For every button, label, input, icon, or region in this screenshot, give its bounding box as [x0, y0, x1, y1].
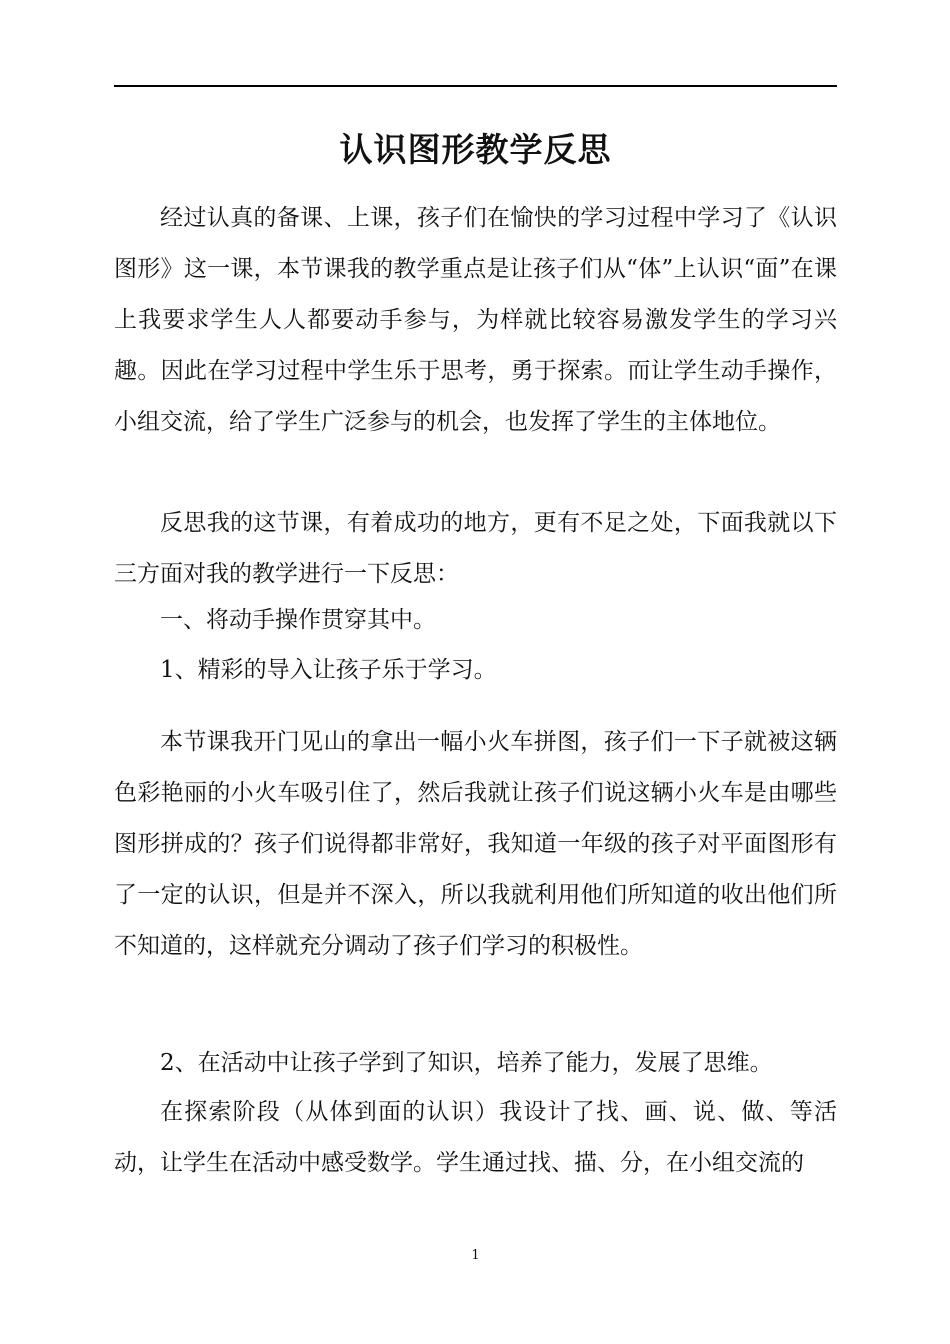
- section-heading-one: 一、将动手操作贯穿其中。: [160, 607, 436, 633]
- paragraph-point-one: 本节课我开门见山的拿出一幅小火车拼图，孩子们一下子就被这辆色彩艳丽的小火车吸引住了，然后我就让孩子们说这辆小火车是由哪些图形拼成的？孩子们说得都非常好，我知道一年级的孩子对平面图形有了一定的认识，但是并不深入，所以我就利用他们所知道的收出他们所不知道的，这样就充分调动了孩子们学习的积极性。: [114, 729, 837, 959]
- paragraph-point-two: 在探索阶段（从体到面的认识）我设计了找、画、说、做、等活动，让学生在活动中感受数学。学生通过找、描、分，在小组交流的: [114, 1099, 837, 1176]
- page-title: 认识图形教学反思: [339, 130, 612, 169]
- point-heading-one: 1、精彩的导入让孩子乐于学习。: [160, 657, 497, 683]
- point-heading-two: 2、在活动中让孩子学到了知识，培养了能力，发展了思维。: [160, 1050, 773, 1076]
- paragraph-reflection: 反思我的这节课，有着成功的地方，更有不足之处，下面我就以下三方面对我的教学进行一下反思：: [114, 510, 837, 587]
- page-number: 1: [471, 1248, 480, 1263]
- paragraph-intro: 经过认真的备课、上课，孩子们在愉快的学习过程中学习了《认识图形》这一课，本节课我的教学重点是让孩子们从“体”上认识“面”在课上我要求学生人人都要动手参与，为样就比较容易激发学生的学习兴趣。因此在学习过程中学生乐于思考，勇于探索。而让学生动手操作，小组交流，给了学生广泛参与的机会，也发挥了学生的主体地位。: [114, 205, 837, 435]
- header-rule: [114, 85, 837, 87]
